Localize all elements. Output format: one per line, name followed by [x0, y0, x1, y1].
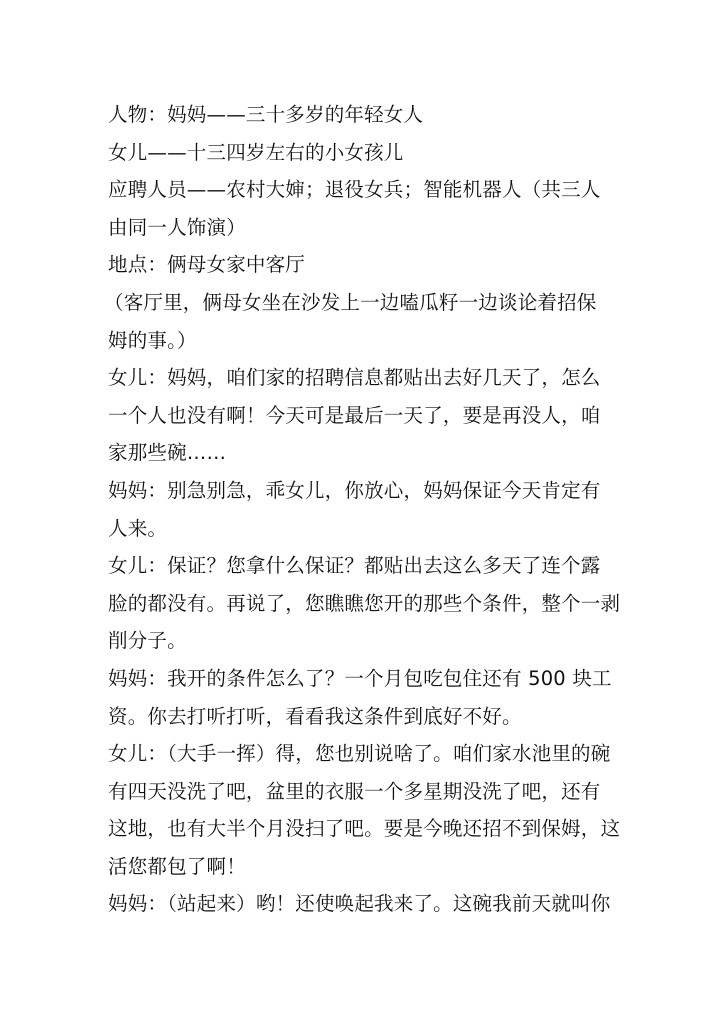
dialogue-line: 妈妈：别急别急，乖女儿，你放心，妈妈保证今天肯定有	[108, 478, 601, 502]
text-line: 应聘人员——农村大婶；退役女兵；智能机器人（共三人	[108, 178, 601, 202]
dialogue-line: 女儿：（大手一挥）得，您也别说啥了。咱们家水池里的碗	[108, 742, 611, 766]
text-line: 由同一人饰演）	[108, 215, 246, 239]
text-line: 削分子。	[108, 629, 187, 653]
text-line: 地点：俩母女家中客厅	[108, 253, 306, 277]
dialogue-line: 女儿：妈妈，咱们家的招聘信息都贴出去好几天了，怎么	[108, 366, 601, 390]
text-line: 活您都包了啊！	[108, 854, 246, 878]
text-line: 这地，也有大半个月没扫了吧。要是今晚还招不到保姆，这	[108, 817, 621, 841]
dialogue-line: 妈妈：我开的条件怎么了？一个月包吃包住还有 500 块工	[108, 666, 612, 690]
text-line: 人来。	[108, 516, 168, 540]
text-line: 有四天没洗了吧，盆里的衣服一个多星期没洗了吧，还有	[108, 779, 601, 803]
text-line: 脸的都没有。再说了，您瞧瞧您开的那些个条件，整个一剥	[108, 591, 621, 615]
text-line: 一个人也没有啊！今天可是最后一天了，要是再没人，咱	[108, 403, 601, 427]
stage-direction-line: （客厅里，俩母女坐在沙发上一边嗑瓜籽一边谈论着招保	[104, 290, 597, 314]
script-text-body	[104, 96, 621, 923]
dialogue-line: 妈妈：（站起来）哟！还使唤起我来了。这碗我前天就叫你	[108, 892, 611, 916]
text-line: 姆的事。）	[108, 328, 197, 352]
text-line: 女儿——十三四岁左右的小女孩儿	[108, 140, 404, 164]
dialogue-line: 女儿：保证？您拿什么保证？都贴出去这么多天了连个露	[108, 554, 601, 578]
text-line: 资。你去打听打听，看看我这条件到底好不好。	[108, 704, 522, 728]
text-line: 家那些碗……	[108, 441, 227, 465]
text-line: 人物：妈妈——三十多岁的年轻女人	[108, 103, 424, 126]
